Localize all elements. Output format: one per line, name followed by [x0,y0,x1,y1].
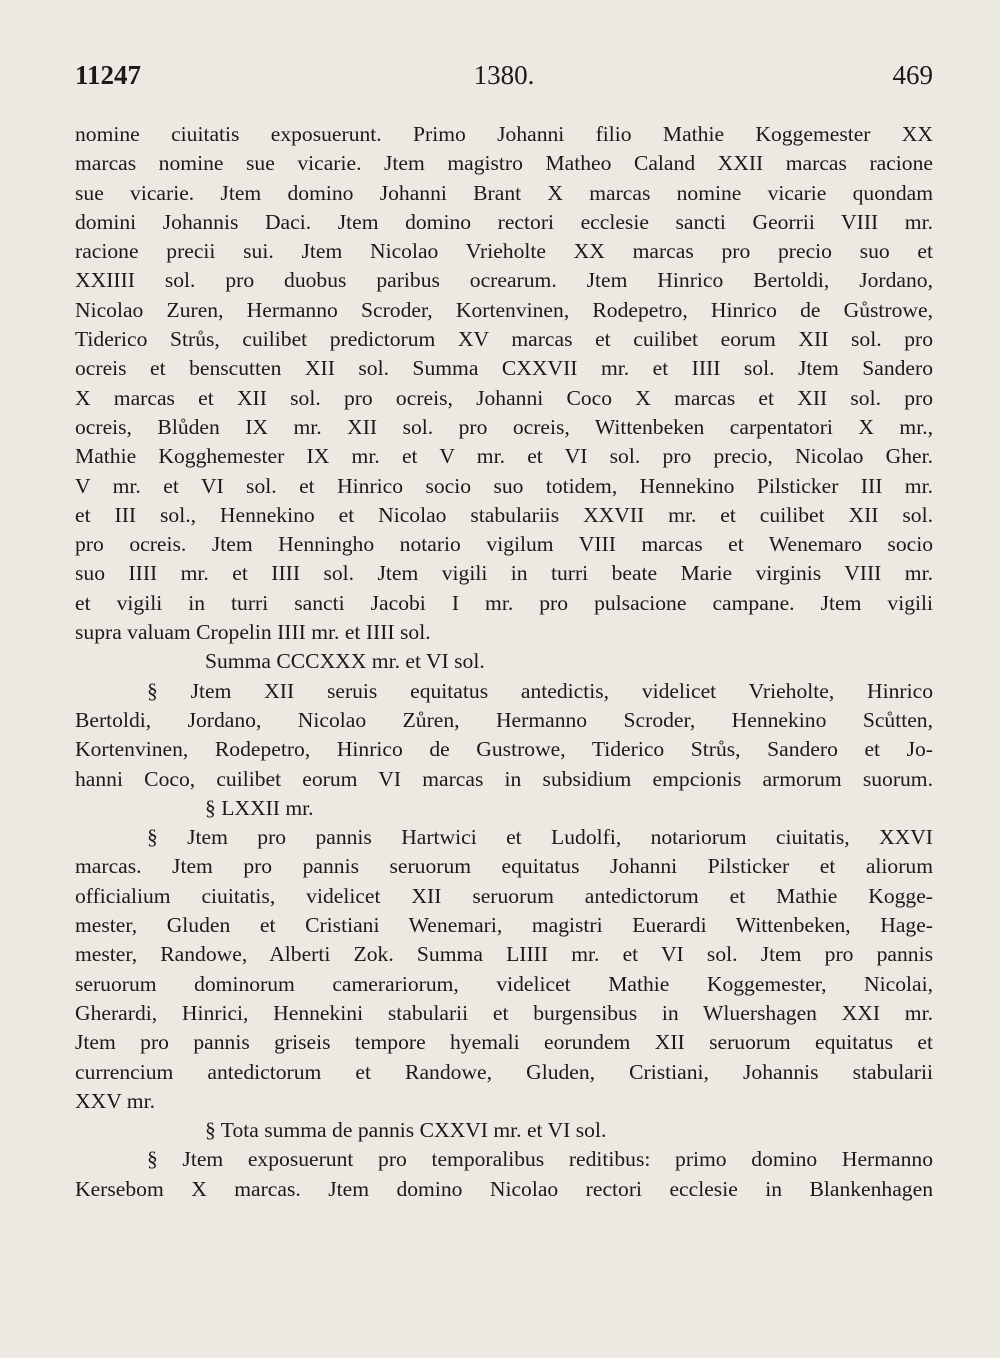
summa-line: § Tota summa de pannis CXXVI mr. et VI sol. [205,1118,607,1143]
body-text [75,120,933,1204]
text-line: sue vicarie. Jtem domino Johanni Brant X marcas nomine vicarie quondam [75,180,933,205]
section-line: § Jtem exposuerunt pro temporalibus reditibus: primo domino Hermanno [147,1147,933,1172]
document-number: 11247 [75,60,142,90]
text-line: marcas. Jtem pro pannis seruorum equitatus Johanni Pilsticker et aliorum [75,854,933,879]
year-heading: 1380. [473,60,535,90]
text-line: Bertoldi, Jordano, Nicolao Zůren, Hermanno Scroder, Hennekino Scůtten, [75,707,933,732]
text-line: mester, Gluden et Cristiani Wenemari, magistri Euerardi Wittenbeken, Hage- [75,913,933,938]
text-line: pro ocreis. Jtem Henningho notario vigilum VIII marcas et Wenemaro socio [75,532,933,557]
text-line: XXV mr. [75,1088,155,1113]
text-line: Mathie Kogghemester IX mr. et V mr. et VI sol. pro precio, Nicolao Gher. [75,444,933,469]
text-line: seruorum dominorum camerariorum, videlicet Mathie Koggemester, Nicolai, [75,971,933,996]
text-line: mester, Randowe, Alberti Zok. Summa LIIII mr. et VI sol. Jtem pro pannis [75,942,933,967]
text-line: racione precii sui. Jtem Nicolao Vrieholte XX marcas pro precio suo et [75,239,933,264]
text-line: ocreis, Blůden IX mr. XII sol. pro ocreis, Wittenbeken carpentatori X mr., [75,414,933,439]
text-line: X marcas et XII sol. pro ocreis, Johanni Coco X marcas et XII sol. pro [75,385,933,410]
text-line: suo IIII mr. et IIII sol. Jtem vigili in turri beate Marie virginis VIII mr. [75,561,933,586]
text-line: Tiderico Strůs, cuilibet predictorum XV marcas et cuilibet eorum XII sol. pro [75,327,933,352]
text-line: et III sol., Hennekino et Nicolao stabulariis XXVII mr. et cuilibet XII sol. [75,502,933,527]
text-line: hanni Coco, cuilibet eorum VI marcas in subsidium empcionis armorum suorum. [75,766,933,791]
text-line: et vigili in turri sancti Jacobi I mr. pro pulsacione campane. Jtem vigili [75,590,933,615]
text-line: V mr. et VI sol. et Hinrico socio suo totidem, Hennekino Pilsticker III mr. [75,473,933,498]
section-line: § Jtem pro pannis Hartwici et Ludolfi, notariorum ciuitatis, XXVI [147,825,933,850]
section-line: § Jtem XII seruis equitatus antedictis, videlicet Vrieholte, Hinrico [147,678,933,703]
text-line: Gherardi, Hinrici, Hennekini stabularii et burgensibus in Wluershagen XXI mr. [75,1000,933,1025]
text-line: currencium antedictorum et Randowe, Gluden, Cristiani, Johannis stabularii [75,1059,933,1084]
text-line: Kortenvinen, Rodepetro, Hinrico de Gustrowe, Tiderico Strůs, Sandero et Jo- [75,737,933,762]
text-line: marcas nomine sue vicarie. Jtem magistro Matheo Caland XXII marcas racione [75,151,933,176]
text-line: Jtem pro pannis griseis tempore hyemali eorundem XII seruorum equitatus et [75,1030,933,1055]
page-number: 469 [892,60,933,90]
page-header [75,60,933,96]
summa-line: § LXXII mr. [205,795,314,820]
text-line: ocreis et benscutten XII sol. Summa CXXVII mr. et IIII sol. Jtem Sandero [75,356,933,381]
text-line: Nicolao Zuren, Hermanno Scroder, Kortenvinen, Rodepetro, Hinrico de Gůstrowe, [75,297,933,322]
text-line: XXIIII sol. pro duobus paribus ocrearum. Jtem Hinrico Bertoldi, Jordano, [75,268,933,293]
text-line: domini Johannis Daci. Jtem domino rectori ecclesie sancti Georrii VIII mr. [75,209,933,234]
summa-line: Summa CCCXXX mr. et VI sol. [205,649,485,674]
text-line: supra valuam Cropelin IIII mr. et IIII sol. [75,620,431,645]
text-line: nomine ciuitatis exposuerunt. Primo Johanni filio Mathie Koggemester XX [75,122,933,146]
text-line: Kersebom X marcas. Jtem domino Nicolao rectori ecclesie in Blankenhagen [75,1176,933,1201]
text-line: officialium ciuitatis, videlicet XII seruorum antedictorum et Mathie Kogge- [75,883,933,908]
